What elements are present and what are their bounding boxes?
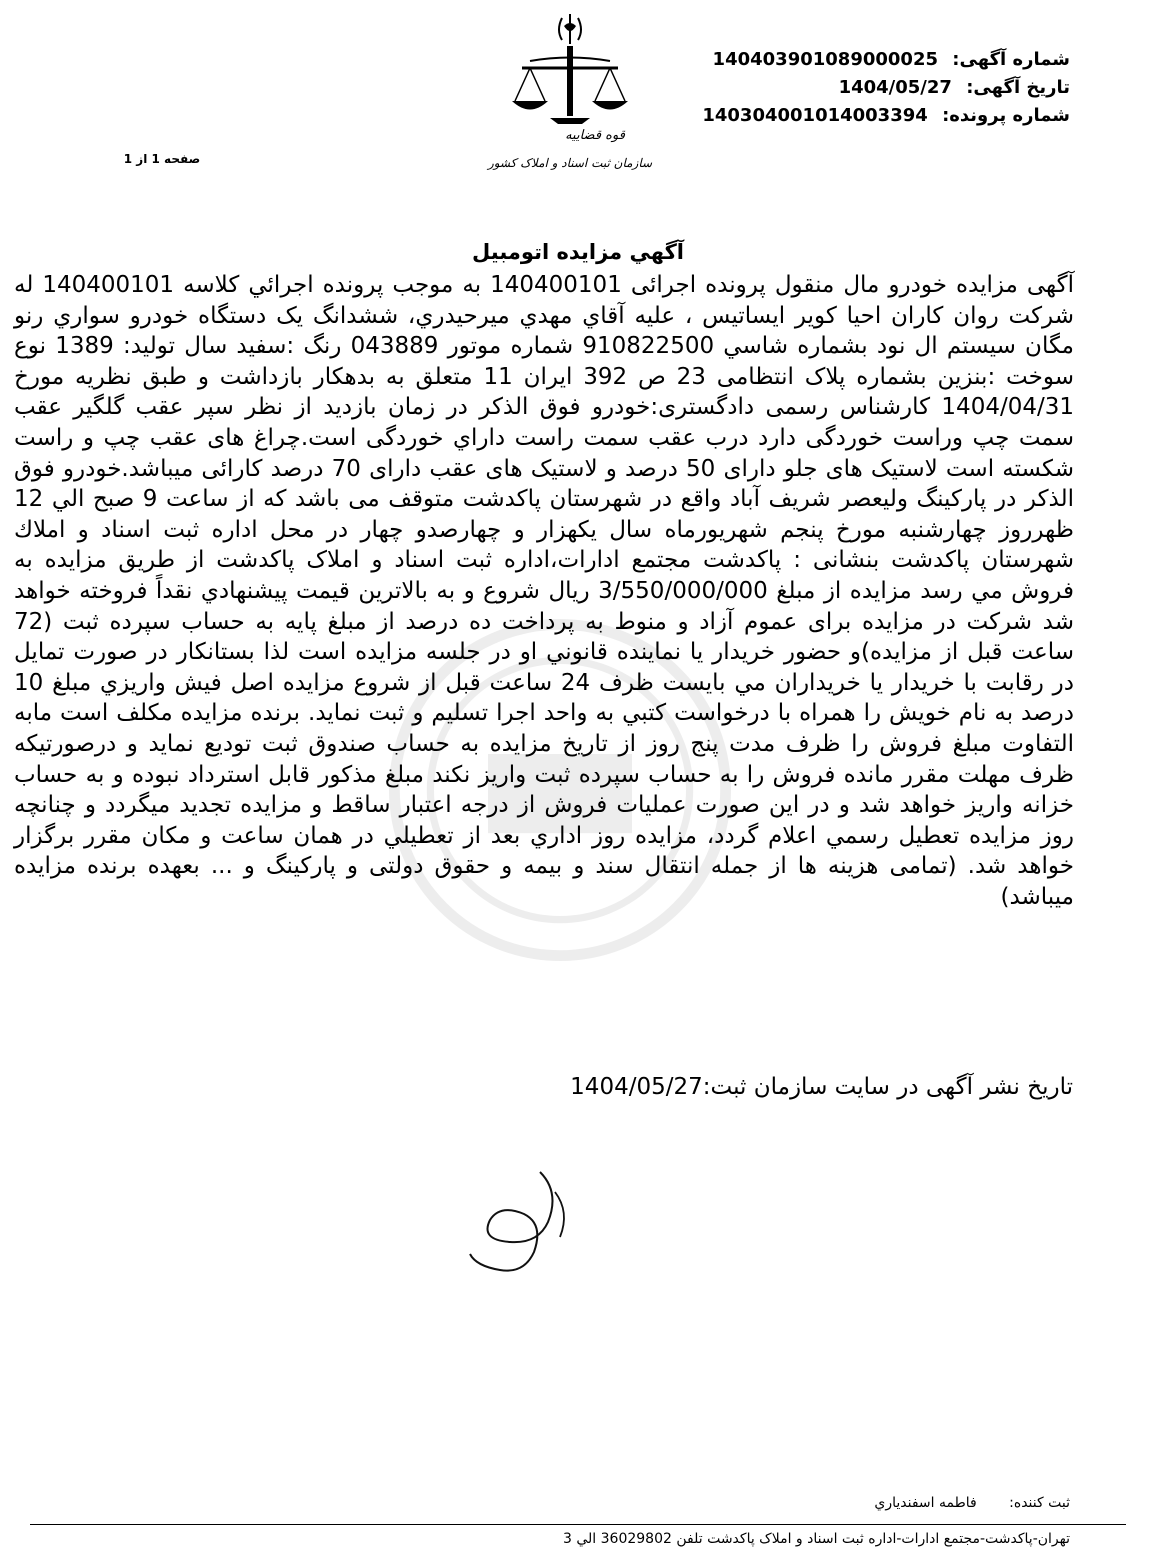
document-title: آگهي مزايده اتومبيل (472, 240, 684, 264)
case-number-label: شماره پرونده: (942, 105, 1070, 126)
notice-metadata (650, 46, 1070, 130)
emblem-caption-organization: سازمان ثبت اسناد و املاک کشور (487, 156, 653, 170)
handwritten-signature (420, 1162, 620, 1282)
judiciary-emblem (470, 6, 670, 196)
registrar-line (874, 1495, 1070, 1511)
notice-number-row (650, 46, 1070, 74)
registrar-label: ثبت کننده: (1009, 1495, 1070, 1511)
emblem-caption-judiciary: قوه قضاییه (565, 128, 625, 143)
case-number-row (650, 102, 1070, 130)
footer-address: تهران-پاکدشت-مجتمع ادارات-اداره ثبت اسناد و املاک پاکدشت تلفن 36029802 الي 3 (562, 1531, 1070, 1547)
publish-date-label: تاریخ نشر آگهی در سایت سازمان ثبت: (702, 1074, 1073, 1100)
page-info: صفحه 1 از 1 (123, 152, 201, 166)
notice-number: 14040390108900002​5 (712, 49, 938, 70)
footer-divider (30, 1524, 1126, 1525)
publish-date-line (570, 1074, 1073, 1100)
notice-date-row (650, 74, 1070, 102)
notice-number-label: شماره آگهی: (952, 49, 1070, 70)
publish-date: 1404/05/27 (570, 1074, 703, 1100)
case-number: 140304001014003394 (702, 105, 928, 126)
notice-body: آگهی مزایده خودرو مال منقول پرونده اجرائی 140400101 به موجب پرونده اجرائي كلاسه 140400101 له شرکت روان کاران احیا کویر ایساتیس ، علیه آقاي مهدي ميرحيدري، ششدانگ یک دستگاه خودرو سواري رنو مگان سيستم ال نود بشماره شاسي 910822500 شماره موتور 043889 رنگ :سفید سال تولید: 1389 نوع سوخت :بنزین بشماره پلاک انتظامی 23 ص 392 ایران 11 متعلق به بدهکار بازداشت و طبق نظریه مورخ 1404/04/31 کارشناس رسمی دادگستری:خودرو فوق الذکر در زمان بازدید از نظر سپر عقب گلگیر عقب سمت چپ وراست خوردگی دارد درب عقب سمت راست داراي خوردگی است.چراغ های عقب چپ و راست شکسته است لاستیک های جلو دارای 50 درصد و لاستیک های عقب دارای 70 درصد کارائی میباشد.خودرو فوق الذکر در پارکینگ ولیعصر شریف آباد واقع در شهرستان پاکدشت متوقف می باشد که از ساعت 9 صبح الي 12 ظهرروز چهارشنبه مورخ پنجم شهریورماه سال یکهزار و چهارصدو چهار در محل اداره ثبت اسناد و املاك شهرستان پاکدشت بنشانی : پاکدشت مجتمع ادارات،اداره ثبت اسناد و املاک پاکدشت از طريق مزايده به فروش مي رسد مزایده از مبلغ 3/550/000/000 ريال شروع و به بالاترين قيمت پيشنهادي نقداً فروخته خواهد شد شرکت در مزایده برای عموم آزاد و منوط به پرداخت ده درصد از مبلغ پایه به حساب سپرده ثبت (72 ساعت قبل از مزایده)و حضور خريدار يا نماينده قانوني او در جلسه مزایده است لذا بستانکار در صورت تمایل در رقابت با خريدار يا خريداران مي بايست ظرف 24 ساعت قبل از شروع مزايده اصل فيش واريزي مبلغ 10 درصد به نام خويش را همراه با درخواست كتبي به واحد اجرا تسليم و ثبت نمايد. برنده مزایده مکلف است مابه التفاوت مبلغ فروش را ظرف مدت پنج روز از تاریخ مزایده به حساب صندوق ثبت تودیع نماید و درصورتیکه ظرف مهلت مقرر مانده فروش را به حساب سپرده ثبت واریز نکند مبلغ مذکور قابل استرداد نبوده و به حساب خزانه واریز خواهد شد و در این صورت عملیات فروش از درجه اعتبار ساقط و مزایده تجدید میگردد و چنانچه روز مزايده تعطيل رسمي اعلام گردد، مزايده روز اداري بعد از تعطيلي در همان ساعت و مكان مقرر برگزار خواهد شد. (تمامی هزینه ها از جمله انتقال سند و بیمه و حقوق دولتی و پارکینگ و ... بعهده برنده مزایده میباشد) (14, 272, 1075, 910)
notice-date-label: تاریخ آگهی: (966, 77, 1070, 98)
notice-date: 1404/05/27 (838, 77, 952, 98)
registrar-name: فاطمه اسفندیاري (874, 1495, 977, 1511)
